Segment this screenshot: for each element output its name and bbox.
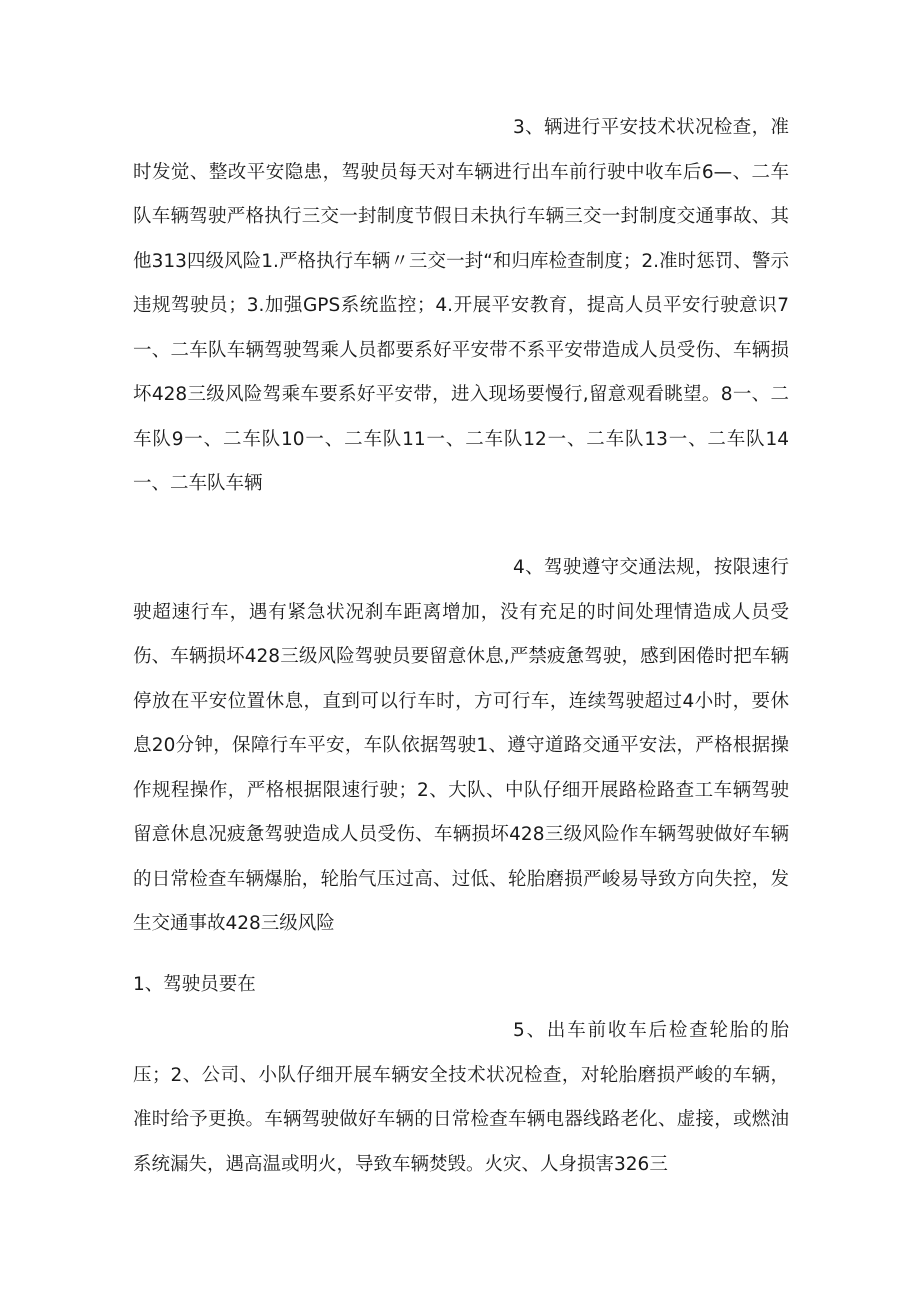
paragraph-item-3 [133, 106, 789, 507]
paragraph-item-1-label: 1、驾驶员要在 [133, 974, 256, 995]
paragraph-item-3-text: 3、辆进行平安技术状况检查，准时发觉、整改平安隐患，驾驶员每天对车辆进行出车前行驶中收车后6—、二车队车辆驾驶严格执行三交一封制度节假日未执行车辆三交一封制度交通事故、其他313四级风险1.严格执行车辆〃三交一封“和归库检查制度；2.准时惩罚、警示违规驾驶员；3.加强GPS系统监控；4.开展平安教育，提高人员平安行驶意识7一、二车队车辆驾驶驾乘人员都要系好平安带不系平安带造成人员受伤、车辆损坏428三级风险驾乘车要系好平安带，进入现场要慢行,留意观看眺望。8一、二车队9一、二车队10一、二车队11一、二车队12一、二车队13一、二车队14一、二车队车辆 [133, 117, 789, 494]
paragraph-item-4-text: 4、驾驶遵守交通法规，按限速行驶超速行车，遇有紧急状况刹车距离增加，没有充足的时间处理情造成人员受伤、车辆损坏428三级风险驾驶员要留意休息,严禁疲惫驾驶，感到困倦时把车辆停放在平安位置休息，直到可以行车时，方可行车，连续驾驶超过4小时，要休息20分钟，保障行车平安，车队依据驾驶1、遵守道路交通平安法，严格根据操作规程操作，严格根据限速行驶；2、大队、中队仔细开展路检路查工车辆驾驶留意休息况疲惫驾驶造成人员受伤、车辆损坏428三级风险作车辆驾驶做好车辆的日常检查车辆爆胎，轮胎气压过高、过低、轮胎磨损严峻易导致方向失控，发生交通事故428三级风险 [133, 557, 789, 934]
paragraph-item-4 [133, 546, 789, 947]
paragraph-item-5 [133, 1009, 789, 1187]
paragraph-item-5-text: 5、出车前收车后检查轮胎的胎压；2、公司、小队仔细开展车辆安全技术状况检查，对轮胎磨损严峻的车辆，准时给予更换。车辆驾驶做好车辆的日常检查车辆电器线路老化、虚接，或燃油系统漏失，遇高温或明火，导致车辆焚毁。火灾、人身损害326三 [133, 1020, 789, 1175]
